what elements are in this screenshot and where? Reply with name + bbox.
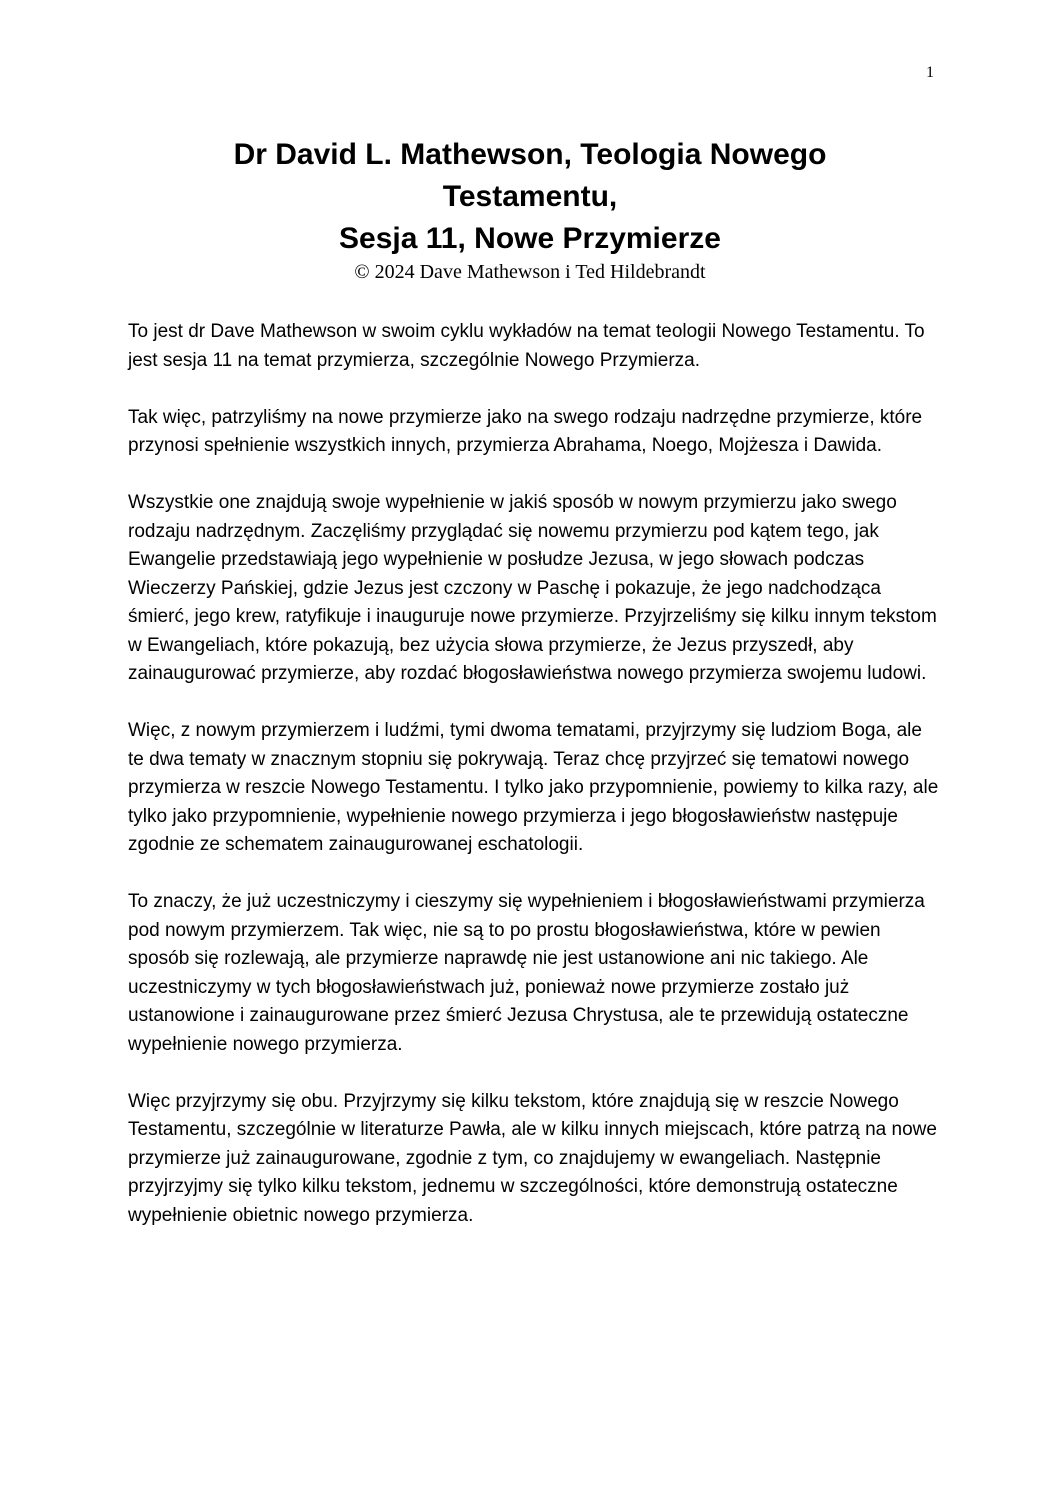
paragraph: Więc przyjrzymy się obu. Przyjrzymy się kilku tekstom, które znajdują się w reszcie Nowego Testamentu, szczególnie w literaturze Pawła, ale w kilku innych miejscach, które patrzą na nowe przymierze już zainaugurowane, zgodnie z tym, co znajdujemy w ewangeliach. Następnie przyjrzyjmy się tylko kilku tekstom, jednemu w szczególności, które demonstrują ostateczne wypełnienie obietnic nowego przymierza. — [128, 1090, 937, 1226]
document-body — [128, 318, 940, 1259]
paragraph: Więc, z nowym przymierzem i ludźmi, tymi dwoma tematami, przyjrzymy się ludziom Boga, ale te dwa tematy w znacznym stopniu się pokrywają. Teraz chcę przyjrzeć się tematowi nowego przymierza w reszcie Nowego Testamentu. I tylko jako przypomnienie, powiemy to kilka razy, ale tylko jako przypomnienie, wypełnienie nowego przymierza i jego błogosławieństw następuje zgodnie ze schematem zainaugurowanej eschatologii. — [128, 720, 939, 855]
title-line-2: Testamentu, — [442, 180, 618, 213]
copyright-line: © 2024 Dave Mathewson i Ted Hildebrandt — [354, 261, 706, 283]
document-header — [130, 134, 930, 284]
page-number: 1 — [926, 64, 934, 81]
title-line-3: Sesja 11, Nowe Przymierze — [339, 222, 721, 255]
title-line-1: Dr David L. Mathewson, Teologia Nowego — [233, 138, 827, 171]
paragraph: Tak więc, patrzyliśmy na nowe przymierze jako na swego rodzaju nadrzędne przymierze, które przynosi spełnienie wszystkich innych, przymierza Abrahama, Noego, Mojżesza i Dawida. — [128, 406, 923, 456]
paragraph: To znaczy, że już uczestniczymy i cieszymy się wypełnieniem i błogosławieństwami przymierza pod nowym przymierzem. Tak więc, nie są to po prostu błogosławieństwa, które w pewien sposób się rozlewają, ale przymierze naprawdę nie jest ustanowione ani nic takiego. Ale uczestniczymy w tych błogosławieństwach już, ponieważ nowe przymierze zostało już ustanowione i zainaugurowane przez śmierć Jezusa Chrystusa, ale te przewidują ostateczne wypełnienie nowego przymierza. — [128, 891, 925, 1055]
paragraph: Wszystkie one znajdują swoje wypełnienie w jakiś sposób w nowym przymierzu jako swego rodzaju nadrzędnym. Zaczęliśmy przyglądać się nowemu przymierzu pod kątem tego, jak Ewangelie przedstawiają jego wypełnienie w posłudze Jezusa, w jego słowach podczas Wieczerzy Pańskiej, gdzie Jezus jest czczony w Paschę i pokazuje, że jego nadchodząca śmierć, jego krew, ratyfikuje i inauguruje nowe przymierze. Przyjrzeliśmy się kilku innym tekstom w Ewangeliach, które pokazują, bez użycia słowa przymierze, że Jezus przyszedł, aby zainaugurować przymierze, aby rozdać błogosławieństwa nowego przymierza swojemu ludowi. — [128, 492, 937, 684]
paragraph: To jest dr Dave Mathewson w swoim cyklu wykładów na temat teologii Nowego Testamentu. To jest sesja 11 na temat przymierza, szczególnie Nowego Przymierza. — [128, 321, 925, 371]
